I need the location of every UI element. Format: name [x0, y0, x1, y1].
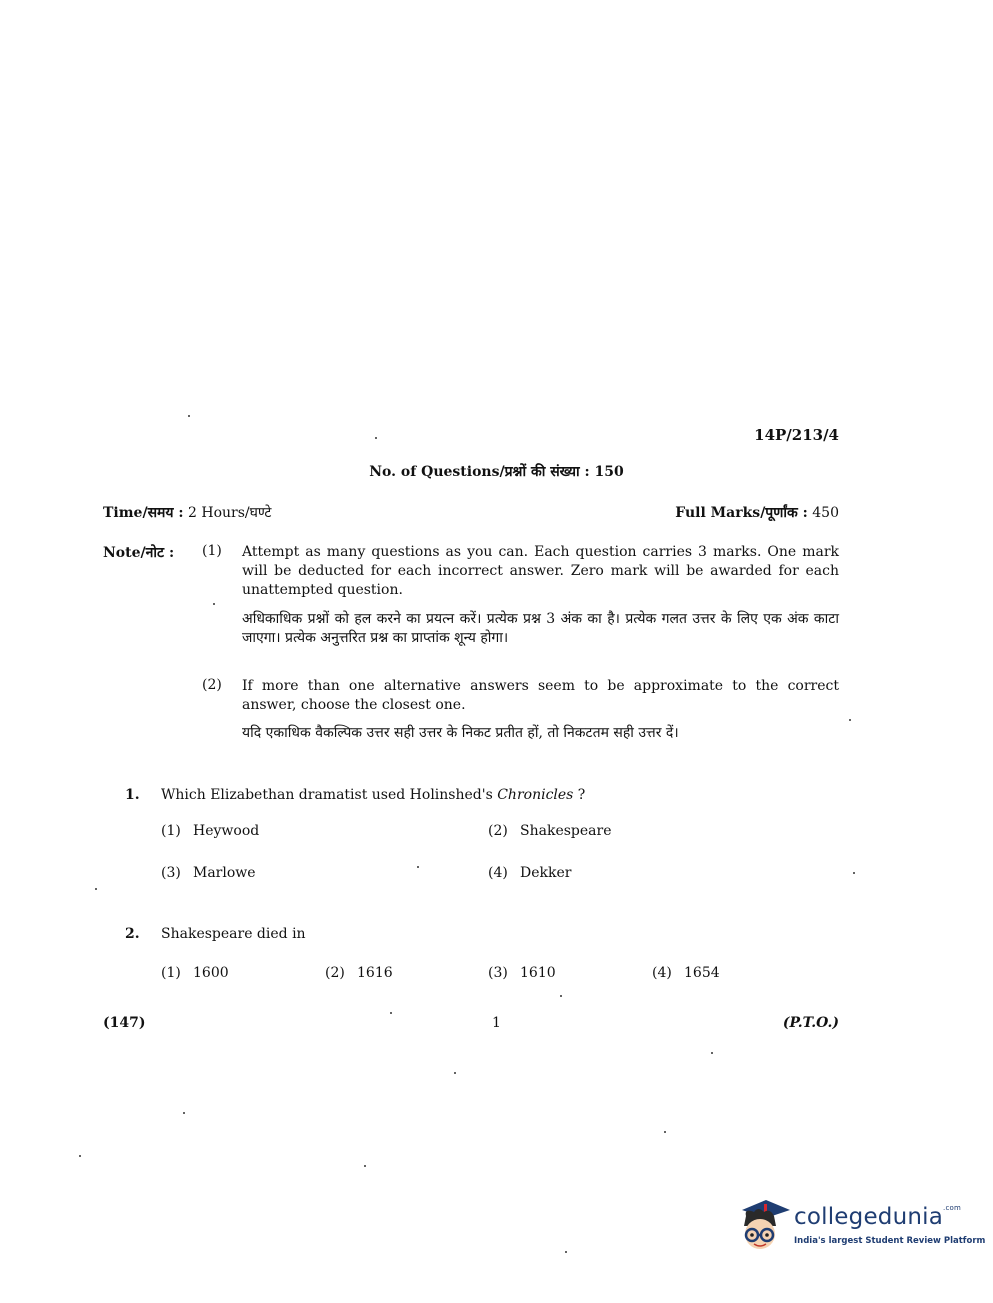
- question-text: Shakespeare died in: [161, 926, 306, 942]
- option-text: Heywood: [193, 823, 260, 839]
- pto-label: (P.T.O.): [782, 1015, 839, 1031]
- time-value: 2 Hours/घण्टे: [188, 505, 272, 521]
- logo-suffix: .com: [943, 1204, 962, 1212]
- question-text-part: Which Elizabethan dramatist used Holinshed's: [161, 787, 498, 803]
- note-text-hindi: यदि एकाधिक वैकल्पिक उत्तर सही उत्तर के निकट प्रतीत हों, तो निकटतम सही उत्तर दें।: [242, 725, 679, 741]
- option[interactable]: [161, 865, 256, 881]
- paper-code: 14P/213/4: [754, 426, 839, 444]
- option-number: (2): [488, 823, 508, 839]
- option-number: (4): [488, 865, 508, 881]
- option[interactable]: [325, 965, 393, 981]
- option[interactable]: [161, 965, 229, 981]
- option-number: (4): [652, 965, 672, 981]
- option[interactable]: [488, 865, 571, 881]
- question-text-part: ?: [573, 787, 586, 803]
- marks-value: 450: [812, 505, 839, 521]
- option-number: (3): [161, 865, 181, 881]
- scan-speck: [711, 1052, 713, 1054]
- scan-speck: [375, 437, 377, 439]
- time-label: Time/समय :: [103, 505, 184, 521]
- question-count: No. of Questions/प्रश्नों की संख्या : 150: [369, 464, 624, 480]
- option-number: (2): [325, 965, 345, 981]
- full-marks-info: [675, 503, 839, 522]
- question-number: 2.: [125, 926, 140, 942]
- time-info: [103, 503, 271, 522]
- scan-speck: [213, 603, 215, 605]
- scan-speck: [364, 1165, 366, 1167]
- student-mascot-icon: [736, 1196, 792, 1256]
- option[interactable]: [652, 965, 720, 981]
- scan-speck: [560, 995, 562, 997]
- marks-label: Full Marks/पूर्णांक :: [675, 505, 808, 521]
- collegedunia-logo: [736, 1196, 986, 1256]
- scan-speck: [565, 1251, 567, 1253]
- option-number: (3): [488, 965, 508, 981]
- option-text: Marlowe: [193, 865, 256, 881]
- option-text: 1610: [520, 965, 556, 981]
- logo-wordmark: [794, 1204, 961, 1230]
- note-text-english: If more than one alternative answers seem to be approximate to the correct answer, choose the closest one.: [242, 678, 839, 713]
- note-text-hindi: अधिकाधिक प्रश्नों को हल करने का प्रयत्न करें। प्रत्येक प्रश्न 3 अंक का है। प्रत्येक गलत उत्तर के लिए एक अंक काटा जाएगा। प्रत्येक अनुत्तरित प्रश्न का प्राप्तांक शून्य होगा।: [242, 611, 839, 646]
- scan-speck: [853, 872, 855, 874]
- scan-speck: [95, 888, 97, 890]
- option-text: 1616: [357, 965, 393, 981]
- logo-name-text: collegedunia: [794, 1204, 944, 1230]
- scan-speck: [183, 1112, 185, 1114]
- option-text: 1654: [684, 965, 720, 981]
- option[interactable]: [488, 965, 556, 981]
- note-label: Note/नोट :: [103, 545, 175, 561]
- scan-speck: [849, 719, 851, 721]
- logo-tagline: India's largest Student Review Platform: [794, 1236, 986, 1246]
- question-number: 1.: [125, 787, 140, 803]
- option-text: Shakespeare: [520, 823, 612, 839]
- question-text-italic: Chronicles: [497, 787, 574, 803]
- scan-speck: [454, 1072, 456, 1074]
- scan-speck: [79, 1155, 81, 1157]
- option-text: Dekker: [520, 865, 572, 881]
- scan-speck: [188, 415, 190, 417]
- footer-code: (147): [103, 1015, 146, 1031]
- note-number: (2): [202, 677, 222, 693]
- option-text: 1600: [193, 965, 229, 981]
- scan-speck: [390, 1012, 392, 1014]
- scan-speck: [417, 866, 419, 868]
- option-number: (1): [161, 823, 181, 839]
- option[interactable]: [488, 823, 611, 839]
- note-text-english: Attempt as many questions as you can. Each question carries 3 marks. One mark will be deducted for each incorrect answer. Zero mark will be awarded for each unattempted question.: [242, 544, 839, 598]
- scan-speck: [664, 1131, 666, 1133]
- question-text: [161, 787, 585, 803]
- option-number: (1): [161, 965, 181, 981]
- note-number: (1): [202, 543, 222, 559]
- page-number: 1: [492, 1015, 501, 1031]
- option[interactable]: [161, 823, 259, 839]
